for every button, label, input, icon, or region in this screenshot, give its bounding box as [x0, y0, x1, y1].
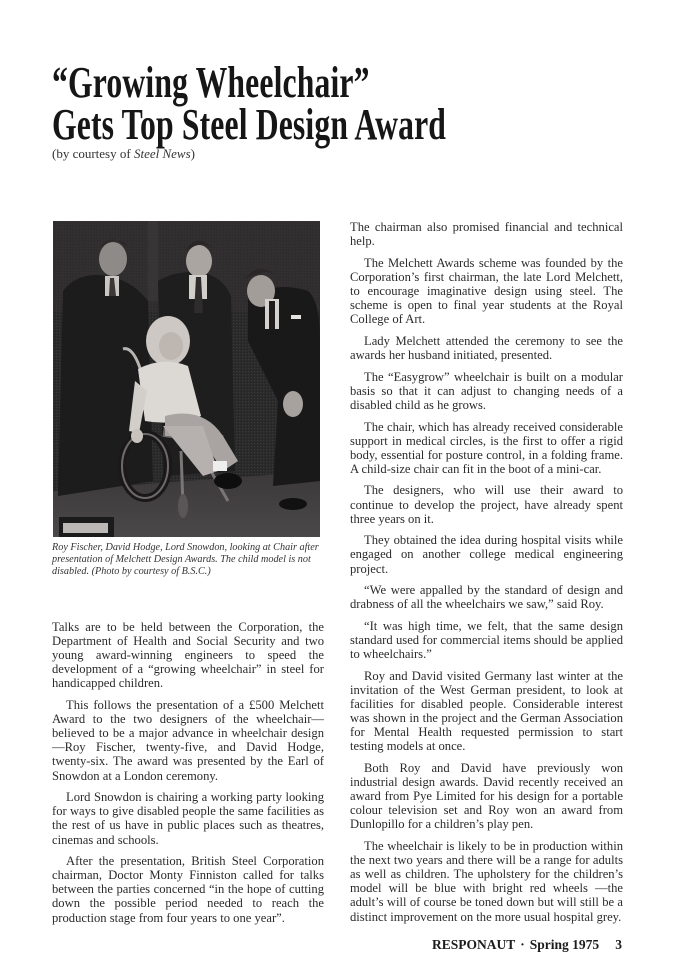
photo-caption: Roy Fischer, David Hodge, Lord Snowdon, looking at Chair after presentation of Melchett Design Awards. The child model is not disabled. (Photo by courtesy of B.S.C.) — [52, 542, 319, 577]
page-number: 3 — [615, 937, 622, 952]
issue-date: Spring 1975 — [529, 937, 600, 952]
article-photo — [53, 221, 320, 537]
paragraph: After the presentation, British Steel Corporation chairman, Doctor Monty Finniston called for talks between the parties concerned “in the hope of cutting down the possible period needed to reach the production stage from four years to one year”. — [52, 854, 324, 925]
byline — [52, 146, 195, 162]
byline-source: Steel News — [133, 146, 191, 161]
paragraph: “We were appalled by the standard of design and drabness of all the wheelchairs we saw,” said Roy. — [350, 583, 623, 612]
paragraph: The chairman also promised financial and technical help. — [350, 220, 623, 249]
paragraph: Both Roy and David have previously won industrial design awards. David recently received an award from Pye Limited for his design for a portable colour television set and Roy won an award from Dunlopillo for a children’s play pen. — [350, 761, 623, 832]
paragraph: The designers, who will use their award to continue to develop the project, have already spent three years on it. — [350, 483, 623, 526]
paragraph: The chair, which has already received considerable support in medical circles, is the first to offer a rigid body, essential for posture control, in a folding frame. A child-size chair can fit in the boot of a mini-car. — [350, 419, 623, 476]
byline-suffix: ) — [190, 146, 195, 161]
left-text-column — [52, 620, 324, 932]
footer-separator: · — [520, 937, 525, 952]
paragraph: “It was high time, we felt, that the same design standard used for commercial items should be applied to wheelchairs.” — [350, 619, 623, 662]
paragraph: This follows the presentation of a £500 Melchett Award to the two designers of the wheelchair—believed to be a major advance in wheelchair design —Roy Fischer, twenty-five, and David Hodge, twenty-six. The award was presented by the Earl of Snowdon at a London ceremony. — [52, 698, 324, 783]
paragraph: Lord Snowdon is chairing a working party looking for ways to give disabled people the same facilities as the rest of us have in public places such as theatres, cinemas and schools. — [52, 790, 324, 847]
paragraph: The “Easygrow” wheelchair is built on a modular basis so that it can adjust to changing needs of a disabled child as he grows. — [350, 369, 623, 412]
paragraph: Roy and David visited Germany last winter at the invitation of the West German president, to look at facilities for disabled people. Considerable interest was shown in the project and the German Association for Mental Health requested permission to start testing models at once. — [350, 668, 623, 754]
article-headline — [52, 58, 447, 149]
photo-image — [53, 221, 320, 537]
paragraph: They obtained the idea during hospital visits while engaged on another college medical engineering project. — [350, 533, 623, 576]
headline-line-1: “Growing Wheelchair” — [52, 58, 370, 107]
paragraph: Lady Melchett attended the ceremony to see the awards her husband initiated, presented. — [350, 333, 623, 362]
headline-line-2: Gets Top Steel Design Award — [52, 100, 447, 149]
byline-prefix: (by courtesy of — [52, 146, 134, 161]
paragraph: The Melchett Awards scheme was founded by the Corporation’s first chairman, the late Lord Melchett, to encourage imaginative design using steel. The scheme is open to final year students at the Royal College of Art. — [350, 255, 623, 327]
paragraph: Talks are to be held between the Corporation, the Department of Health and Social Security and two young award-winning engineers to speed the development of a “growing wheelchair” in steel for handicapped children. — [52, 620, 324, 691]
paragraph: The wheelchair is likely to be in production within the next two years and there will be a range for adults as well as children. The upholstery for the children’s model will be blue with bright red wheels —the adult’s will of course be toned down but will still be a distinct improvement on the more usual hospital grey. — [350, 839, 623, 924]
publication-name: RESPONAUT — [432, 937, 516, 952]
page-footer — [432, 937, 622, 953]
right-text-column — [350, 220, 623, 931]
